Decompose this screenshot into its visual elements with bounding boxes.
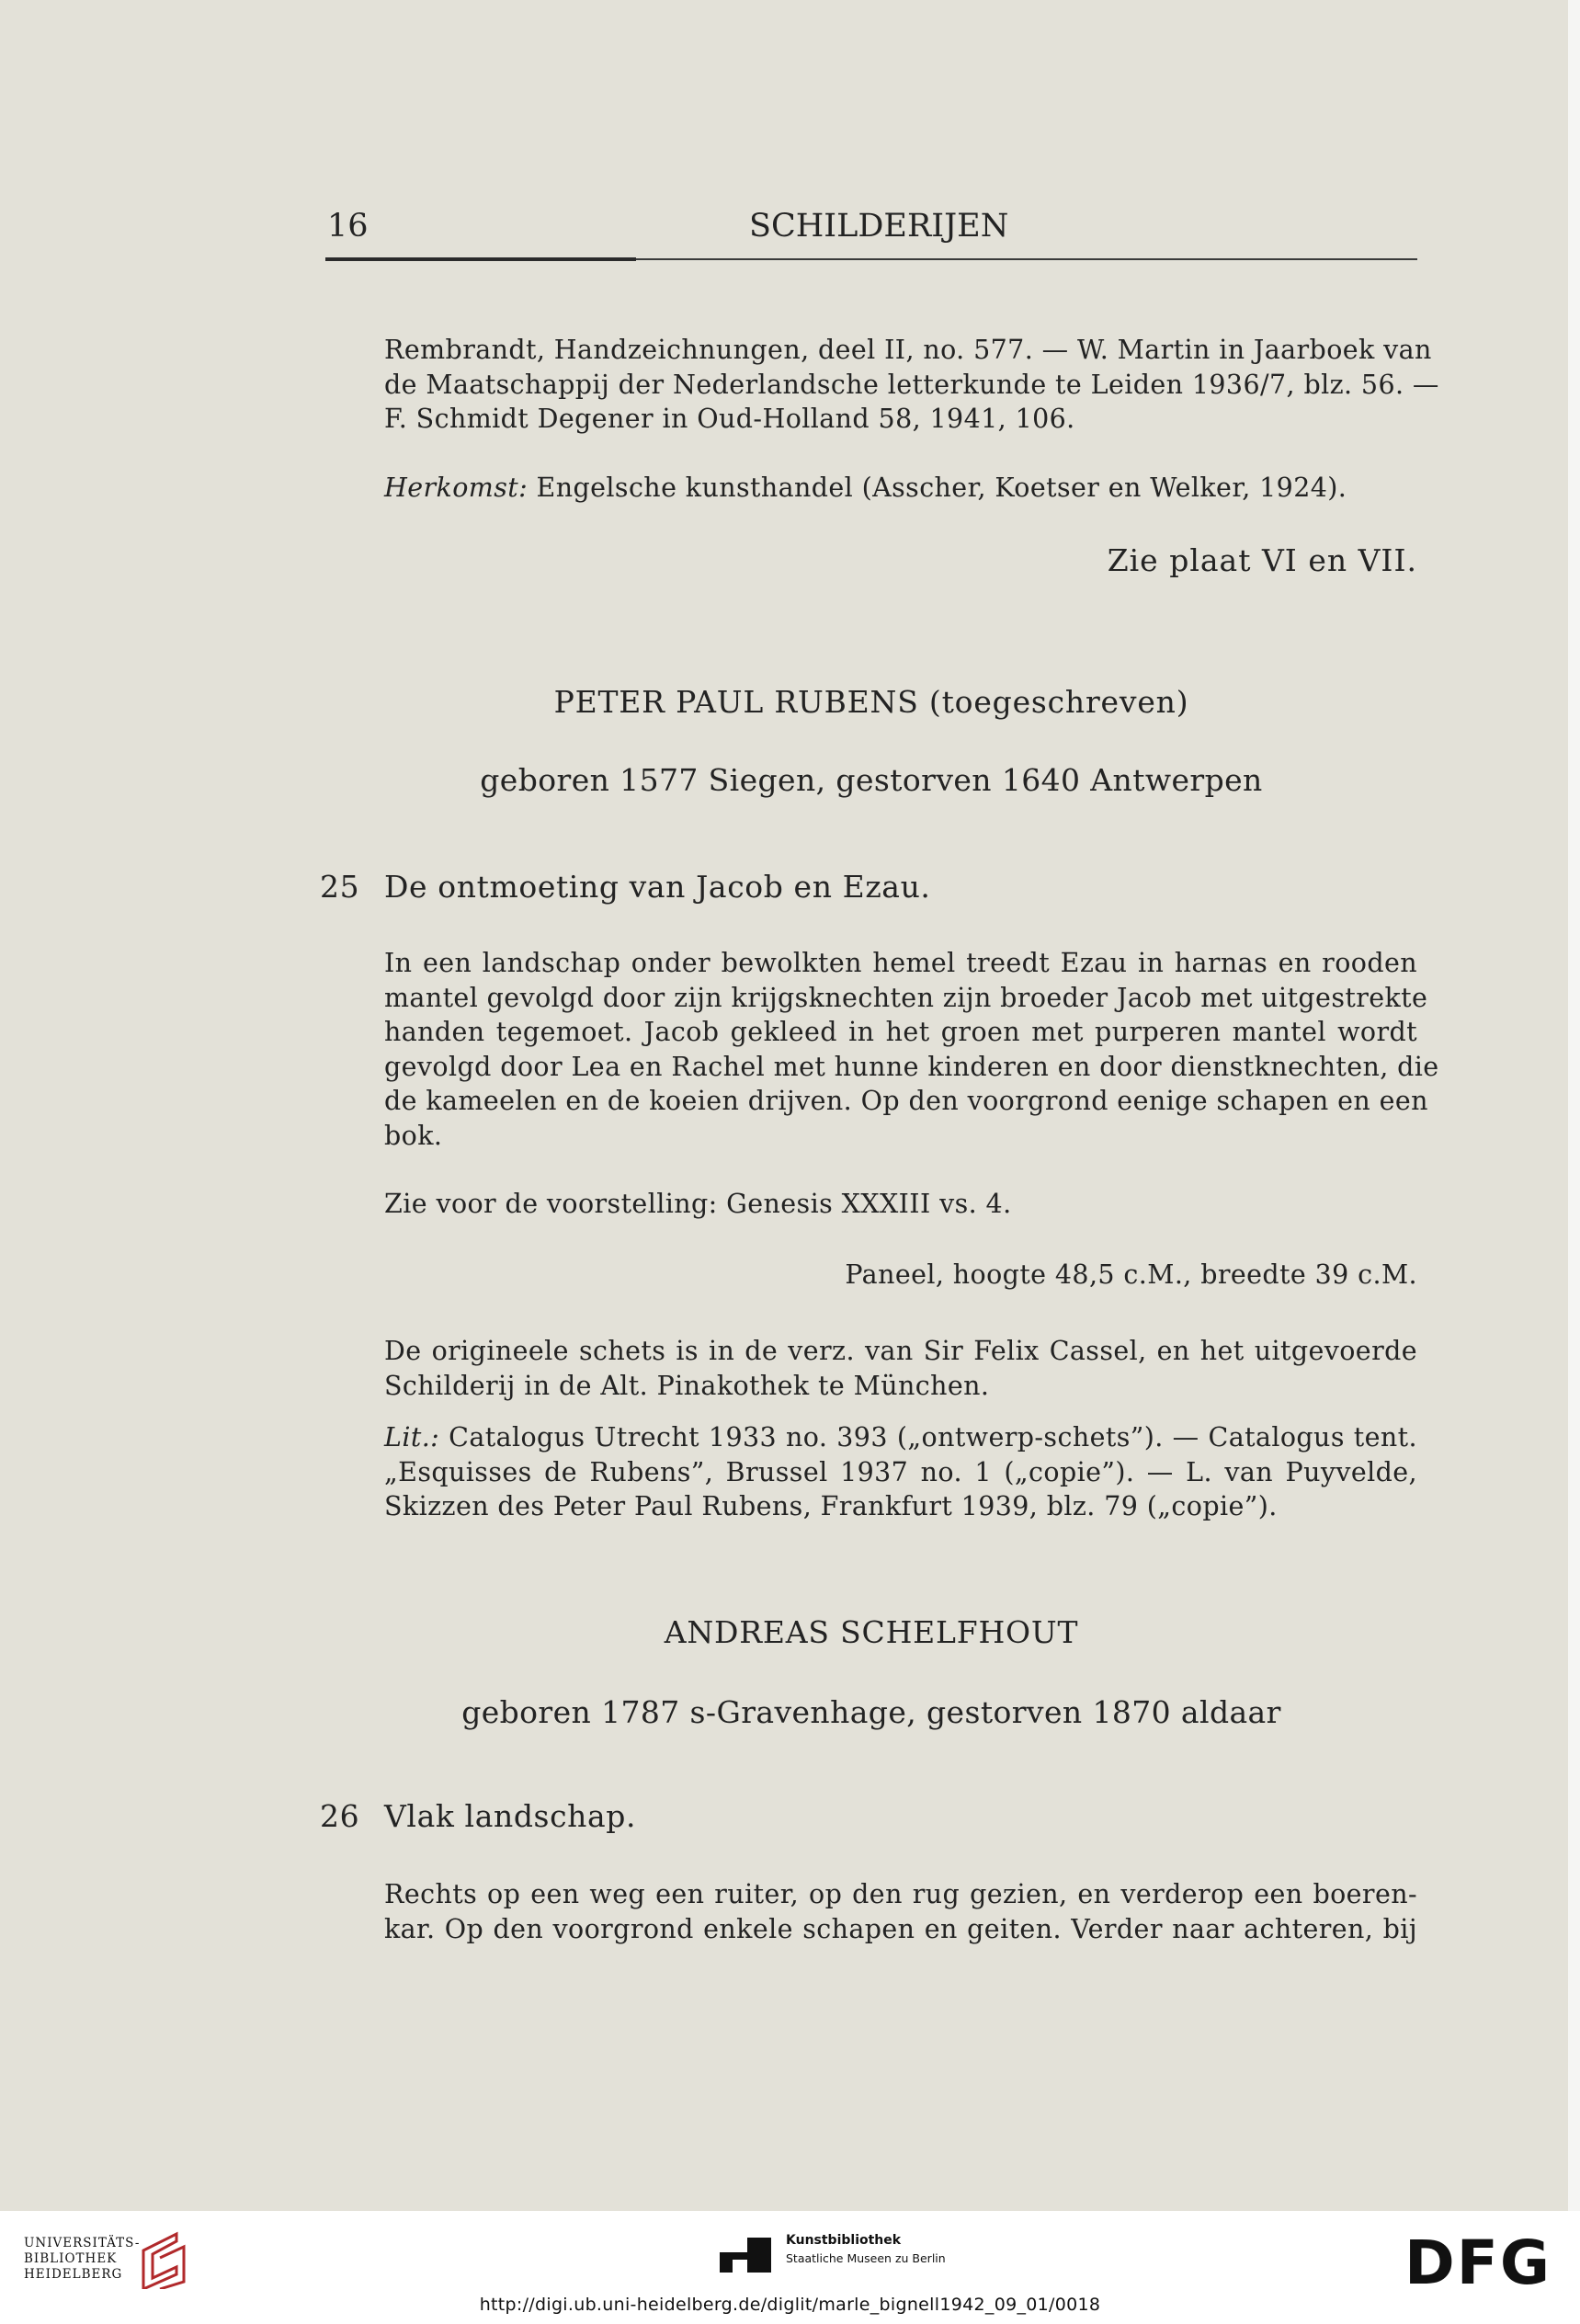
page-number: 16 bbox=[327, 208, 369, 245]
entry-number: 25 bbox=[320, 869, 360, 905]
origin-note bbox=[384, 1334, 1417, 1403]
entry-description bbox=[384, 1877, 1417, 1946]
catalogue-entry-heading bbox=[320, 869, 931, 905]
ub-heidelberg-logo-icon bbox=[140, 2230, 191, 2289]
header-rule-thin bbox=[636, 258, 1417, 260]
text-line: kar. Op den voorgrond enkele schapen en geiten. Verder naar achteren, bij bbox=[384, 1913, 1417, 1944]
text-line: Rembrandt, Handzeichnungen, deel II, no. 577. — W. Martin in Jaarboek van bbox=[384, 335, 1432, 365]
text-line: de Maatschappij der Nederlandsche letterkunde te Leiden 1936/7, blz. 56. — bbox=[384, 369, 1439, 400]
text-line: De origineele schets is in de verz. van Sir Felix Cassel, en het uitgevoerde bbox=[384, 1336, 1417, 1366]
ub-heidelberg-logo-text[interactable]: UNIVERSITÄTS- BIBLIOTHEK HEIDELBERG bbox=[24, 2236, 141, 2282]
plate-reference: Zie plaat VI en VII. bbox=[1107, 542, 1417, 578]
text-line: Catalogus Utrecht 1933 no. 393 („ontwerp-schets”). — Catalogus tent. bbox=[439, 1422, 1417, 1452]
permalink-url[interactable]: http://digi.ub.uni-heidelberg.de/diglit/marle_bignell1942_09_01/0018 bbox=[479, 2295, 1101, 2315]
kunstbibliothek-logo-icon bbox=[720, 2236, 775, 2276]
text-line: mantel gevolgd door zijn krijgsknechten zijn broeder Jacob met uitgestrekte bbox=[384, 982, 1428, 1013]
artist-name: PETER PAUL RUBENS (toegeschreven) bbox=[553, 684, 1189, 720]
text-line: F. Schmidt Degener in Oud-Holland 58, 1941, 106. bbox=[384, 404, 1075, 434]
catalogue-entry-heading bbox=[320, 1798, 636, 1834]
artist-life-dates: geboren 1577 Siegen, gestorven 1640 Antwerpen bbox=[480, 762, 1263, 798]
kunstbibliothek-logo-text[interactable]: Kunstbibliothek Staatliche Museen zu Berlin bbox=[786, 2233, 946, 2265]
text-line: handen tegemoet. Jacob gekleed in het groen met purperen mantel wordt bbox=[384, 1017, 1417, 1047]
page-edge bbox=[1568, 0, 1580, 2211]
text-line: Skizzen des Peter Paul Rubens, Frankfurt 1939, blz. 79 („copie”). bbox=[384, 1491, 1278, 1521]
literature bbox=[384, 1420, 1417, 1524]
text-line: gevolgd door Lea en Rachel met hunne kinderen en door dienstknechten, die bbox=[384, 1051, 1439, 1082]
text-line: Rechts op een weg een ruiter, op den rug gezien, en verderop een boeren- bbox=[384, 1879, 1417, 1909]
header-rule-thick bbox=[325, 257, 636, 261]
artist-name: ANDREAS SCHELFHOUT bbox=[664, 1614, 1079, 1650]
text-line: de kameelen en de koeien drijven. Op den voorgrond eenige schapen en een bbox=[384, 1086, 1428, 1116]
lit-label: Lit.: bbox=[384, 1422, 440, 1452]
entry-number: 26 bbox=[320, 1798, 360, 1834]
herkomst bbox=[384, 471, 1417, 506]
intro-references bbox=[384, 333, 1439, 437]
herkomst-label: Herkomst: bbox=[384, 473, 529, 503]
herkomst-text: Engelsche kunsthandel (Asscher, Koetser en Welker, 1924). bbox=[528, 473, 1347, 503]
text-line: In een landschap onder bewolkten hemel treedt Ezau in harnas en rooden bbox=[384, 948, 1417, 978]
text-line: „Esquisses de Rubens”, Brussel 1937 no. 1 („copie”). — L. van Puyvelde, bbox=[384, 1456, 1417, 1487]
entry-title: Vlak landschap. bbox=[384, 1798, 637, 1834]
text-line: bok. bbox=[384, 1120, 443, 1151]
entry-title: De ontmoeting van Jacob en Ezau. bbox=[384, 869, 931, 905]
entry-description bbox=[384, 946, 1439, 1153]
dfg-logo[interactable]: DFG bbox=[1404, 2227, 1552, 2298]
subject-note: Zie voor de voorstelling: Genesis XXXIII vs. 4. bbox=[384, 1189, 1012, 1219]
running-title: SCHILDERIJEN bbox=[749, 208, 1009, 245]
artist-life-dates: geboren 1787 s-Gravenhage, gestorven 1870 aldaar bbox=[461, 1694, 1281, 1730]
support-dimensions: Paneel, hoogte 48,5 c.M., breedte 39 c.M. bbox=[845, 1259, 1417, 1290]
text-line: Schilderij in de Alt. Pinakothek te München. bbox=[384, 1370, 990, 1401]
